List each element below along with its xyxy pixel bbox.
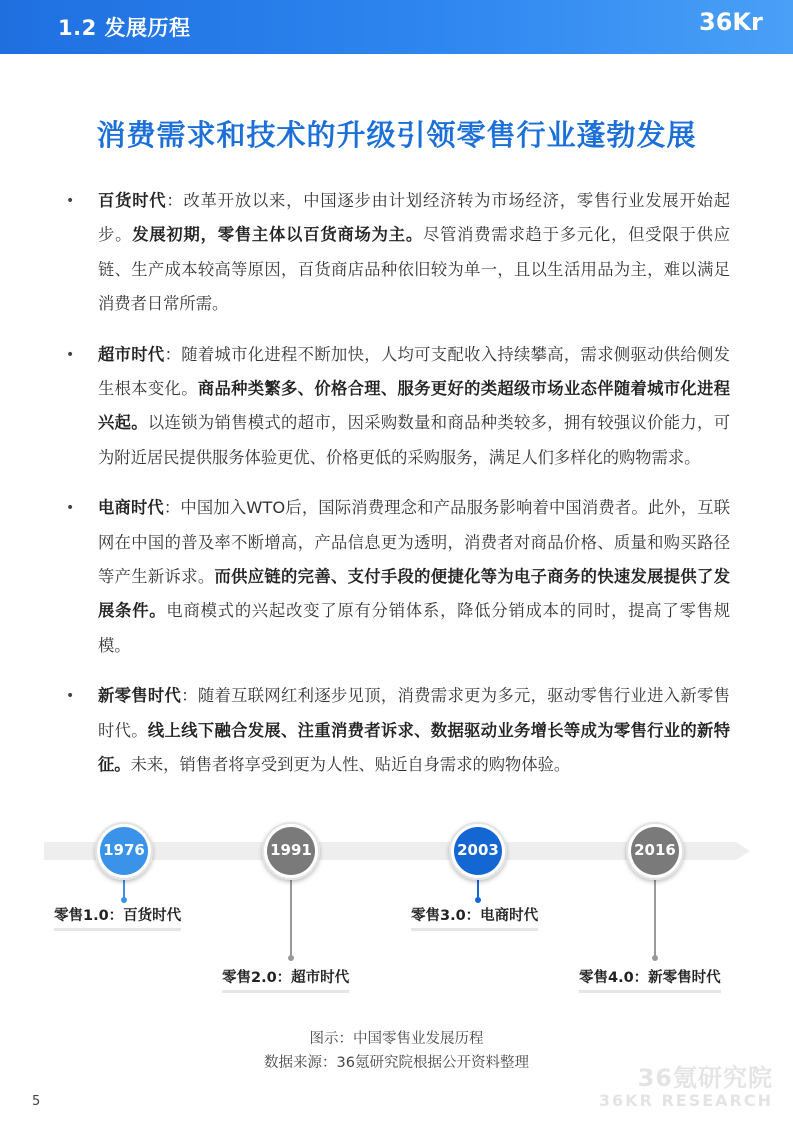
era-item-supermarket [60, 338, 730, 476]
era-highlight: 发展初期，零售主体以百货商场为主。 [132, 225, 423, 245]
milestone-label-1976: 零售1.0：百货时代 [54, 904, 181, 931]
era-text: 随着城市化进程不断加快，人均可支配收入持续攀高，需求侧驱动供给侧发生根本变化。 [98, 344, 730, 399]
connector-dot-1991 [288, 955, 294, 961]
logo-text: 36Kr [699, 8, 763, 36]
36kr-logo [673, 0, 793, 54]
36kr-research-watermark [599, 1058, 773, 1110]
connector-dot-2003 [475, 897, 481, 903]
milestone-year-2003: 2003 [457, 841, 499, 859]
era-item-new-retail [60, 679, 730, 782]
milestone-label-2016: 零售4.0：新零售时代 [579, 966, 721, 993]
bullet-dot-icon: • [66, 500, 75, 517]
retail-timeline [0, 820, 793, 1000]
figure-caption: 图示：中国零售业发展历程 [309, 1031, 484, 1047]
era-text: 中国加入WTO后，国际消费理念和产品服务影响着中国消费者。此外，互联网在中国的普及率不断增高，产品信息更为透明，消费者对商品价格、质量和购买路径等产生新诉求。 [98, 498, 730, 587]
page-number: 5 [32, 1094, 41, 1109]
era-text: 未来，销售者将享受到更为人性、贴近自身需求的购物体验。 [130, 755, 571, 775]
era-term: 超市时代 [98, 344, 165, 364]
watermark-en: 36KR RESEARCH [598, 1091, 773, 1110]
milestone-year-1991: 1991 [270, 841, 312, 859]
era-item-department-store [60, 184, 730, 322]
era-term: 电商时代 [98, 498, 164, 518]
era-highlight: 商品种类繁多、价格合理、服务更好的类超级市场业态伴随着城市化进程兴起。 [98, 379, 730, 433]
era-highlight: 线上线下融合发展、注重消费者诉求、数据驱动业务增长等成为零售行业的新特征。 [98, 720, 730, 775]
bullet-dot-icon: • [66, 193, 75, 209]
era-highlight: 而供应链的完善、支付手段的便捷化等为电子商务的快速发展提供了发展条件。 [98, 567, 730, 621]
watermark-cn: 36氪研究院 [637, 1064, 773, 1092]
era-term: 百货时代 [98, 191, 167, 210]
era-text: 以连锁为销售模式的超市，因采购数量和商品种类较多，拥有较强议价能力，可为附近居民提供服务体验更优、价格更低的采购服务，满足人们多样化的购物需求。 [98, 413, 730, 467]
era-item-ecommerce [60, 491, 730, 663]
era-text: 电商模式的兴起改变了原有分销体系，降低分销成本的同时，提高了零售规模。 [98, 601, 730, 655]
era-separator: ： [166, 191, 184, 210]
bullet-dot-icon: • [66, 346, 75, 363]
era-separator: ： [163, 498, 181, 518]
section-title: 1.2 发展历程 [58, 16, 191, 40]
milestone-label-2003: 零售3.0：电商时代 [411, 904, 538, 931]
milestone-label-1991: 零售2.0：超市时代 [222, 966, 349, 993]
era-separator: ： [181, 686, 198, 706]
header-bar [0, 0, 793, 54]
connector-dot-1976 [121, 897, 127, 903]
era-text: 随着互联网红利逐步见顶，消费需求更为多元，驱动零售行业进入新零售时代。 [98, 686, 730, 740]
main-heading: 消费需求和技术的升级引领零售行业蓬勃发展 [96, 118, 697, 152]
era-term: 新零售时代 [98, 686, 182, 706]
era-list [60, 184, 730, 799]
connector-dot-2016 [652, 955, 658, 961]
era-text: 尽管消费需求趋于多元化，但受限于供应链、生产成本较高等原因，百货商店品种依旧较为单一，且以生活用品为主，难以满足消费者日常所需。 [98, 225, 730, 314]
era-text: 改革开放以来，中国逐步由计划经济转为市场经济，零售行业发展开始起步。 [98, 191, 730, 245]
milestone-year-2016: 2016 [634, 841, 676, 859]
era-separator: ： [164, 344, 182, 364]
source-caption: 数据来源：36氪研究院根据公开资料整理 [264, 1055, 529, 1071]
bullet-dot-icon: • [66, 688, 75, 705]
milestone-year-1976: 1976 [103, 841, 145, 859]
